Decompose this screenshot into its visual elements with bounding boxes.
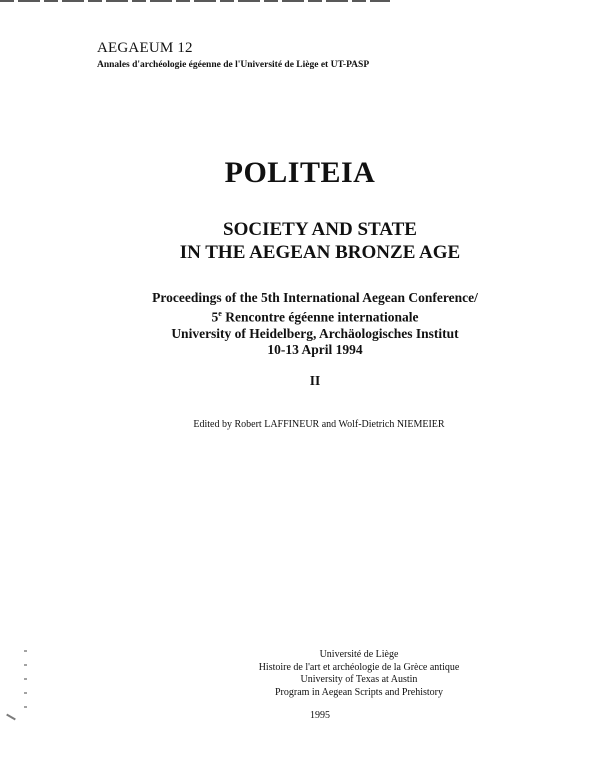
- publisher-line-1: Université de Liège: [319, 649, 399, 660]
- proceedings-line-1: Proceedings of the 5th International Aegean Conference/: [152, 290, 478, 305]
- series-title: AEGAEUM 12: [97, 40, 193, 56]
- publisher-block: [0, 649, 600, 699]
- editors-line: Edited by Robert LAFFINEUR and Wolf-Dietrich NIEMEIER: [193, 419, 445, 430]
- publisher-line-3: University of Texas at Austin: [300, 674, 418, 685]
- book-title: POLITEIA: [224, 156, 376, 189]
- ordinal-suffix: e: [218, 309, 222, 318]
- proceedings-line-3: University of Heidelberg, Archäologisches Institut: [171, 325, 459, 341]
- publisher-line-4: Program in Aegean Scripts and Prehistory: [274, 686, 444, 698]
- publication-year: 1995: [310, 710, 330, 721]
- subtitle-line-1: SOCIETY AND STATE: [223, 219, 417, 240]
- proceedings-line-2: [0, 306, 600, 326]
- series-block: [97, 40, 369, 71]
- proceedings-block: [0, 290, 600, 358]
- proceedings-line-4: 10-13 April 1994: [267, 341, 363, 357]
- proceedings-line-2-text: Rencontre égéenne internationale: [225, 309, 419, 325]
- ordinal-number: 5: [211, 309, 219, 325]
- subtitle-line-2: IN THE AEGEAN BRONZE AGE: [179, 242, 461, 263]
- publisher-line-2: Histoire de l'art et archéologie de la Grèce antique: [258, 661, 460, 673]
- scan-artifact-top-line: [0, 0, 390, 2]
- series-subtitle: Annales d'archéologie égéenne de l'Université de Liège et UT-PASP: [97, 60, 370, 70]
- book-subtitle: [0, 218, 600, 264]
- volume-number: II: [309, 373, 321, 388]
